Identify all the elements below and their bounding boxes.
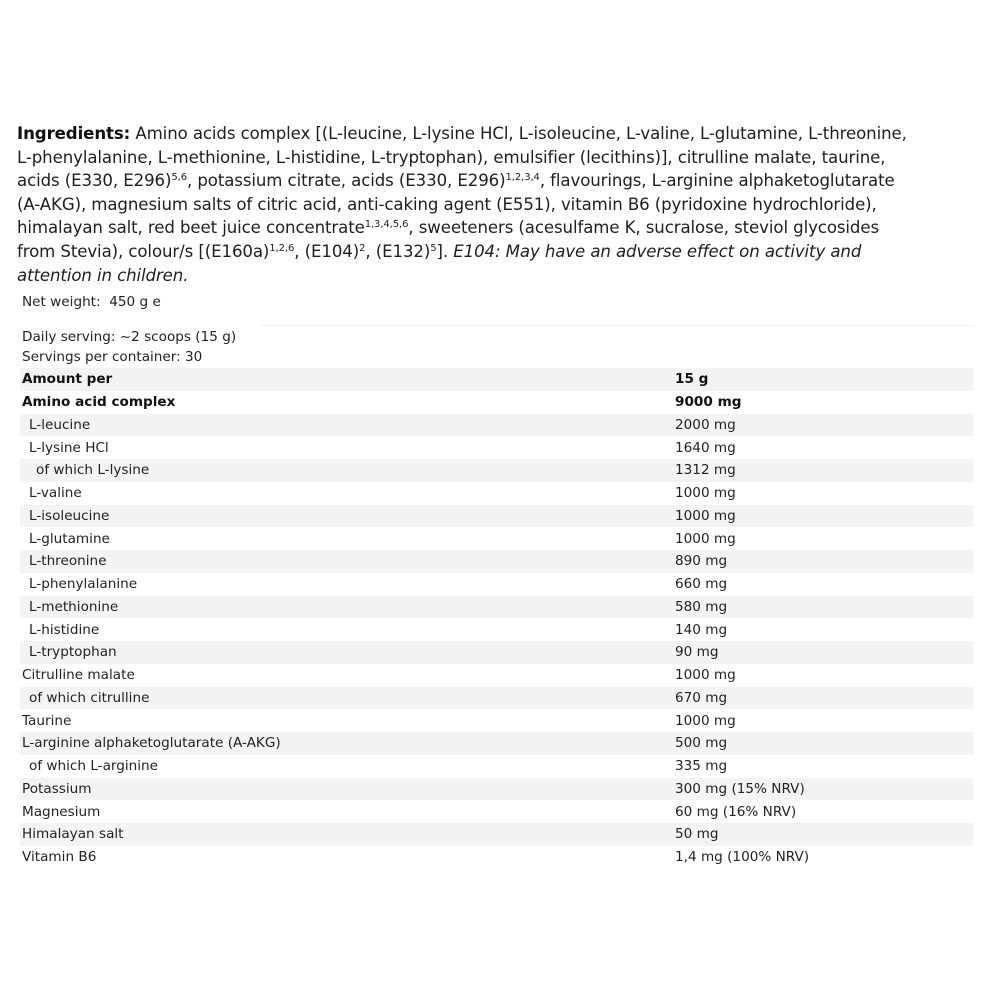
nutrient-name: Amino acid complex	[20, 391, 675, 414]
ingredients-line-4: (A-AKG), magnesium salts of citric acid, anti-caking agent (E551), vitamin B6 (pyridoxine hydrochloride),	[17, 194, 877, 214]
nutrient-name: Himalayan salt	[20, 823, 675, 846]
nutrient-value: 90 mg	[675, 641, 973, 664]
nutrient-value: 1000 mg	[675, 527, 973, 550]
table-row	[20, 755, 973, 778]
ingredients-line-7	[17, 264, 947, 288]
divider	[260, 325, 973, 326]
table-row	[20, 800, 973, 823]
nutrient-name: of which citrulline	[20, 687, 675, 710]
ingredients-line-2: L-phenylalanine, L-methionine, L-histidine, L-tryptophan), emulsifier (lecithins)], citrulline malate, taurine,	[17, 147, 886, 167]
table-row	[20, 664, 973, 687]
nutrient-value: 670 mg	[675, 687, 973, 710]
nutrient-value: 2000 mg	[675, 414, 973, 437]
ingredients-line-1: Ingredients: Amino acids complex [(L-leucine, L-lysine HCl, L-isoleucine, L-valine, L-glutamine, L-threonine,	[17, 124, 907, 143]
table-row	[20, 709, 973, 732]
nutrient-value: 300 mg (15% NRV)	[675, 778, 973, 801]
nutrient-value: 1000 mg	[675, 505, 973, 528]
nutrition-table	[20, 368, 973, 869]
table-row	[20, 596, 973, 619]
nutrient-value: 60 mg (16% NRV)	[675, 800, 973, 823]
table-row	[20, 368, 973, 391]
ingredients-line-5: himalayan salt, red beet juice concentrate$^{1,3,4,5,6}$, sweeteners (acesulfame K, sucralose, steviol glycosides	[17, 218, 880, 238]
nutrient-name: of which L-arginine	[20, 755, 675, 778]
table-row	[20, 618, 973, 641]
table-row	[20, 459, 973, 482]
nutrient-name: L-lysine HCl	[20, 436, 675, 459]
ingredients-line-6: from Stevia), colour/s [$(E160a)^{1,2,6}$, $(E104)^2$, $(E132)^5$]. E104: May have an adverse effect on activity and	[17, 241, 862, 261]
nutrient-value: 9000 mg	[675, 391, 973, 414]
nutrient-value: 335 mg	[675, 755, 973, 778]
ingredients-label: Ingredients:	[17, 124, 131, 143]
table-row	[20, 391, 973, 414]
table-row	[20, 573, 973, 596]
nutrient-value: 140 mg	[675, 618, 973, 641]
table-row	[20, 550, 973, 573]
nutrient-name: Magnesium	[20, 800, 675, 823]
table-row	[20, 687, 973, 710]
nutrient-value: 890 mg	[675, 550, 973, 573]
net-weight: Net weight: 450 g e	[22, 294, 161, 310]
table-row	[20, 823, 973, 846]
nutrient-name: L-tryptophan	[20, 641, 675, 664]
nutrient-value: 1000 mg	[675, 482, 973, 505]
allergen-warning-cont: attention in children.	[17, 265, 189, 285]
nutrient-value: 1640 mg	[675, 436, 973, 459]
nutrient-name: Taurine	[20, 709, 675, 732]
nutrient-value: 1000 mg	[675, 709, 973, 732]
nutrient-value: 1312 mg	[675, 459, 973, 482]
nutrient-name: L-leucine	[20, 414, 675, 437]
table-row	[20, 846, 973, 869]
table-row	[20, 527, 973, 550]
table-row	[20, 641, 973, 664]
nutrient-name: L-isoleucine	[20, 505, 675, 528]
nutrient-name: L-histidine	[20, 618, 675, 641]
nutrient-value: 15 g	[675, 368, 973, 391]
nutrient-name: Citrulline malate	[20, 664, 675, 687]
nutrient-value: 580 mg	[675, 596, 973, 619]
nutrient-name: L-arginine alphaketoglutarate (A-AKG)	[20, 732, 675, 755]
allergen-warning: E104: May have an adverse effect on activity and	[453, 241, 862, 261]
table-row	[20, 414, 973, 437]
table-row	[20, 482, 973, 505]
nutrient-name: Vitamin B6	[20, 846, 675, 869]
nutrient-name: Amount per	[20, 368, 675, 391]
nutrient-name: L-valine	[20, 482, 675, 505]
nutrient-name: L-glutamine	[20, 527, 675, 550]
nutrient-name: Potassium	[20, 778, 675, 801]
nutrient-value: 660 mg	[675, 573, 973, 596]
table-row	[20, 436, 973, 459]
nutrient-value: 500 mg	[675, 732, 973, 755]
table-row	[20, 505, 973, 528]
nutrient-name: L-phenylalanine	[20, 573, 675, 596]
nutrient-name: of which L-lysine	[20, 459, 675, 482]
nutrient-value: 1000 mg	[675, 664, 973, 687]
ingredients-line-3: acids (E330, E296)$^{5,6}$, potassium citrate, acids (E330, E296)$^{1,2,3,4}$, flavourings, L-arginine alphaketoglutarate	[17, 171, 895, 191]
servings-per-container: Servings per container: 30	[22, 349, 203, 365]
nutrient-value: 1,4 mg (100% NRV)	[675, 846, 973, 869]
daily-serving: Daily serving: ~2 scoops (15 g)	[22, 329, 237, 345]
nutrient-name: L-methionine	[20, 596, 675, 619]
nutrient-name: L-threonine	[20, 550, 675, 573]
ingredients-text	[17, 122, 947, 287]
serving-info	[22, 327, 236, 367]
table-row	[20, 778, 973, 801]
nutrient-value: 50 mg	[675, 823, 973, 846]
table-row	[20, 732, 973, 755]
